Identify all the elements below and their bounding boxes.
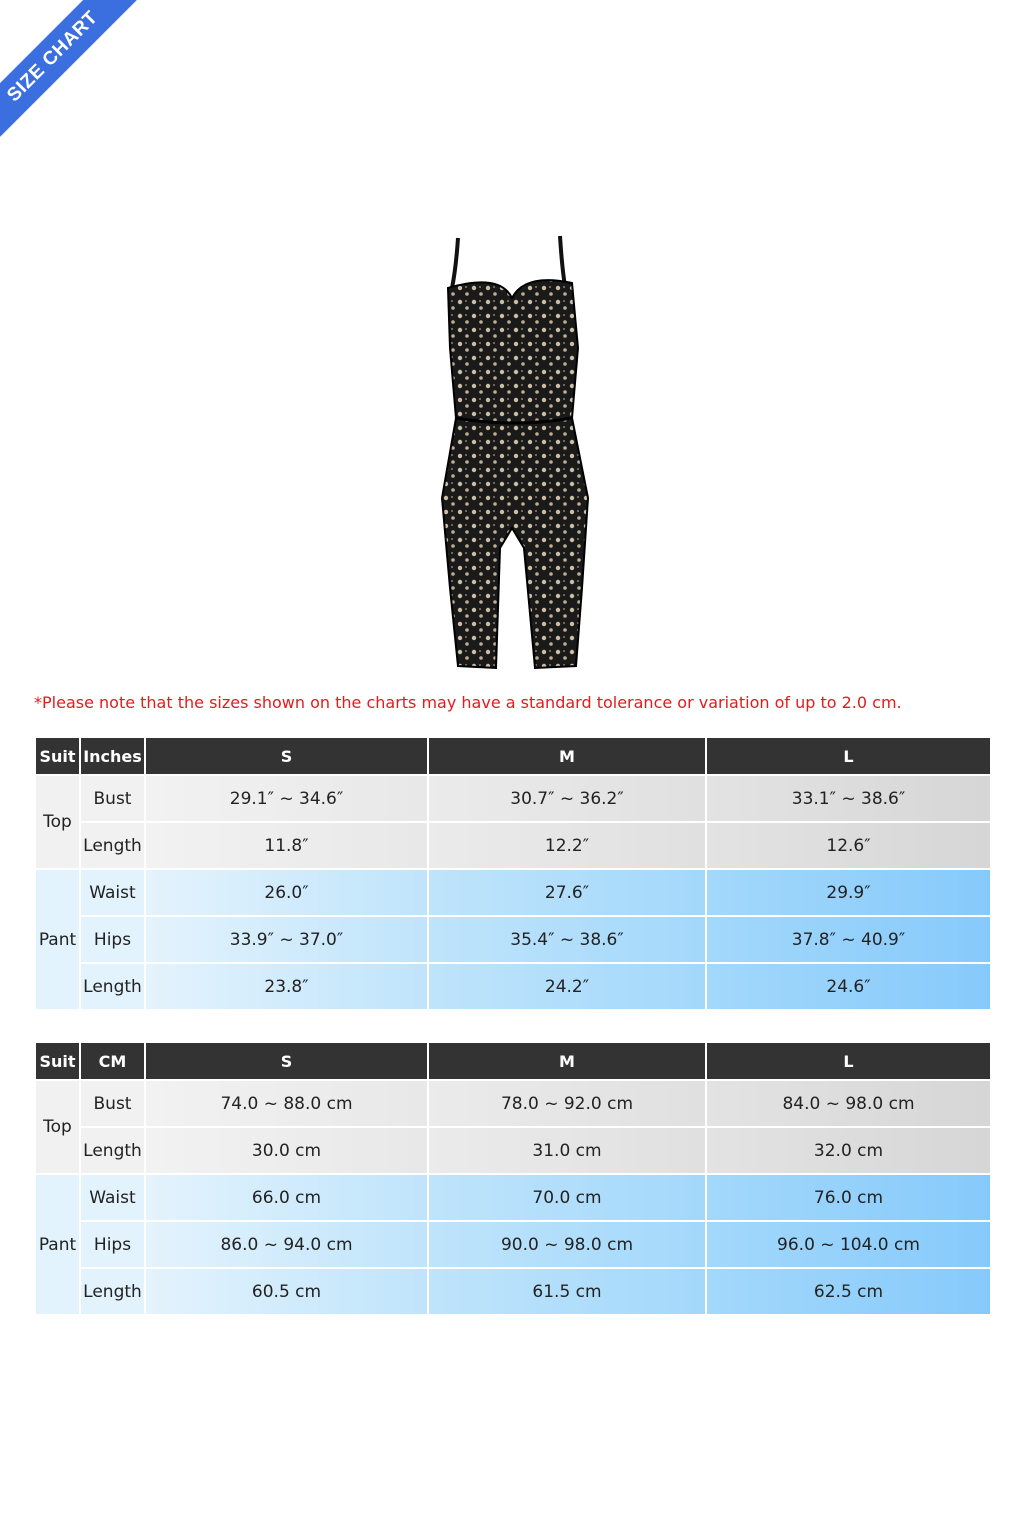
table-cell: 30.0 cm bbox=[145, 1127, 428, 1174]
table-cell: 61.5 cm bbox=[428, 1268, 706, 1315]
header-cell: Inches bbox=[80, 737, 145, 775]
table-cell: 33.1″ ~ 38.6″ bbox=[706, 775, 991, 822]
table-cell: 60.5 cm bbox=[145, 1268, 428, 1315]
size-table-inches bbox=[34, 736, 992, 1011]
table-cell: 86.0 ~ 94.0 cm bbox=[145, 1221, 428, 1268]
table-cell: 29.9″ bbox=[706, 869, 991, 916]
table-cell: 23.8″ bbox=[145, 963, 428, 1010]
header-cell: S bbox=[145, 1042, 428, 1080]
table-cell: 31.0 cm bbox=[428, 1127, 706, 1174]
table-cell: 27.6″ bbox=[428, 869, 706, 916]
row-label: Length bbox=[80, 963, 145, 1010]
table-row bbox=[35, 1127, 991, 1174]
jumpsuit-illustration bbox=[400, 228, 630, 678]
row-label: Bust bbox=[80, 1080, 145, 1127]
product-image bbox=[400, 228, 630, 678]
header-cell: M bbox=[428, 1042, 706, 1080]
row-label: Hips bbox=[80, 916, 145, 963]
table-cell: 35.4″ ~ 38.6″ bbox=[428, 916, 706, 963]
tolerance-note: *Please note that the sizes shown on the charts may have a standard tolerance or variation of up to 2.0 cm. bbox=[34, 693, 902, 712]
table-row bbox=[35, 963, 991, 1010]
table-cell: 78.0 ~ 92.0 cm bbox=[428, 1080, 706, 1127]
table-row bbox=[35, 1268, 991, 1315]
table-cell: 24.6″ bbox=[706, 963, 991, 1010]
header-cell: L bbox=[706, 1042, 991, 1080]
row-label: Length bbox=[80, 1127, 145, 1174]
table-cell: 32.0 cm bbox=[706, 1127, 991, 1174]
table-row bbox=[35, 1080, 991, 1127]
table-row bbox=[35, 775, 991, 822]
table-row bbox=[35, 916, 991, 963]
table-cell: 62.5 cm bbox=[706, 1268, 991, 1315]
table-cell: 96.0 ~ 104.0 cm bbox=[706, 1221, 991, 1268]
table-cell: 30.7″ ~ 36.2″ bbox=[428, 775, 706, 822]
table-cell: 24.2″ bbox=[428, 963, 706, 1010]
table-cell: 12.2″ bbox=[428, 822, 706, 869]
table-cell: 26.0″ bbox=[145, 869, 428, 916]
size-table-cm bbox=[34, 1041, 992, 1316]
header-cell: Suit bbox=[35, 1042, 80, 1080]
ribbon-label: SIZE CHART bbox=[3, 7, 103, 107]
row-label: Waist bbox=[80, 869, 145, 916]
group-label: Top bbox=[35, 775, 80, 869]
row-label: Length bbox=[80, 822, 145, 869]
table-cell: 90.0 ~ 98.0 cm bbox=[428, 1221, 706, 1268]
table-cell: 76.0 cm bbox=[706, 1174, 991, 1221]
table-row bbox=[35, 869, 991, 916]
table-header-row bbox=[35, 737, 991, 775]
table-cell: 11.8″ bbox=[145, 822, 428, 869]
group-label: Pant bbox=[35, 1174, 80, 1315]
table-cell: 70.0 cm bbox=[428, 1174, 706, 1221]
table-cell: 29.1″ ~ 34.6″ bbox=[145, 775, 428, 822]
row-label: Hips bbox=[80, 1221, 145, 1268]
table-cell: 66.0 cm bbox=[145, 1174, 428, 1221]
ribbon-band bbox=[0, 0, 148, 150]
group-label: Top bbox=[35, 1080, 80, 1174]
header-cell: L bbox=[706, 737, 991, 775]
header-cell: Suit bbox=[35, 737, 80, 775]
table-row bbox=[35, 1174, 991, 1221]
header-cell: S bbox=[145, 737, 428, 775]
table-row bbox=[35, 822, 991, 869]
table-cell: 33.9″ ~ 37.0″ bbox=[145, 916, 428, 963]
group-label: Pant bbox=[35, 869, 80, 1010]
row-label: Waist bbox=[80, 1174, 145, 1221]
row-label: Length bbox=[80, 1268, 145, 1315]
table-row bbox=[35, 1221, 991, 1268]
table-cell: 37.8″ ~ 40.9″ bbox=[706, 916, 991, 963]
table-cell: 74.0 ~ 88.0 cm bbox=[145, 1080, 428, 1127]
size-chart-ribbon bbox=[0, 0, 150, 150]
table-cell: 12.6″ bbox=[706, 822, 991, 869]
row-label: Bust bbox=[80, 775, 145, 822]
header-cell: M bbox=[428, 737, 706, 775]
table-header-row bbox=[35, 1042, 991, 1080]
table-cell: 84.0 ~ 98.0 cm bbox=[706, 1080, 991, 1127]
header-cell: CM bbox=[80, 1042, 145, 1080]
